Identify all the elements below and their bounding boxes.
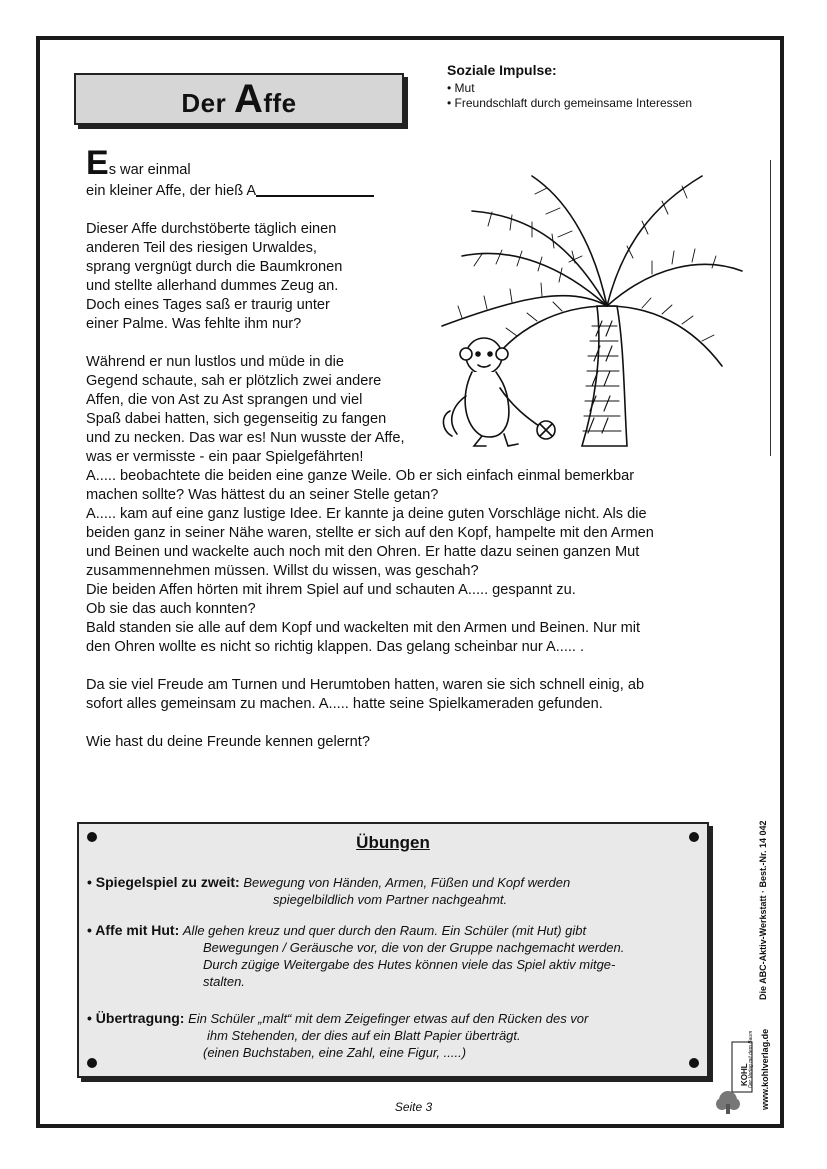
publisher-tagline: Der Verlag mit dem Baum (748, 1030, 754, 1088)
publisher-url: www.kohlverlag.de (760, 1028, 770, 1110)
story-line: machen sollte? Was hättest du an seiner Stelle getan? (86, 487, 439, 503)
palm-frond (607, 306, 722, 366)
palm-frond (532, 176, 607, 306)
social-impulses (447, 62, 747, 111)
story-line: anderen Teil des riesigen Urwaldes, (86, 240, 317, 256)
story-line: Affen, die von Ast zu Ast sprangen und viel (86, 392, 363, 408)
story-line: den Ohren wollte es nicht so richtig klappen. Das gelang scheinbar nur A..... . (86, 639, 585, 655)
story-line: einer Palme. Was fehlte ihm nur? (86, 316, 302, 332)
page-number: Seite 3 (394, 1100, 433, 1114)
story-line: Während er nun lustlos und müde in die (86, 354, 344, 370)
story-line: sprang vergnügt durch die Baumkronen (86, 259, 343, 275)
story-line: Doch eines Tages saß er traurig unter (86, 297, 330, 313)
story-line: und stellte allerhand dummes Zeug an. (86, 278, 339, 294)
palm-frond (472, 211, 607, 306)
exercise-item: • Übertragung: Ein Schüler „malt“ mit dem Zeigefinger etwas auf den Rücken des vor ihm Stehenden, der dies auf ein Blatt Papier überträgt. (einen Buchstaben, eine Zahl, eine Figur, .....) (87, 1010, 589, 1060)
exercise-item: • Spiegelspiel zu zweit: Bewegung von Händen, Armen, Füßen und Kopf werden spiegelbildlich vom Partner nachgeahmt. (87, 874, 571, 907)
story-line: Die beiden Affen hörten mit ihrem Spiel auf und schauten A..... gespannt zu. (86, 582, 576, 598)
story-line: Da sie viel Freude am Turnen und Herumtoben hatten, waren sie sich schnell einig, ab (86, 677, 645, 693)
publisher-logo (714, 1030, 754, 1116)
palm-trunk (582, 306, 627, 446)
impulse-item: • Mut (447, 81, 475, 95)
palm-frond (442, 296, 607, 326)
palm-frond (607, 176, 702, 306)
exercises-box (77, 822, 709, 1078)
palm-frond (607, 264, 742, 306)
series-label: Die ABC-Aktiv-Werkstatt · Best.-Nr. 14 042 (758, 820, 768, 1000)
story-line: was er vermisste - ein paar Spielgefährten! (86, 449, 364, 465)
story-line: Bald standen sie alle auf dem Kopf und wackelten mit den Armen und Beinen. Nur mit (86, 620, 641, 636)
impulses-heading: Soziale Impulse: (447, 62, 557, 78)
story-question: Wie hast du deine Freunde kennen gelernt? (86, 734, 370, 750)
exercises-heading: Übungen (356, 833, 430, 852)
story-opening: Es war einmal (86, 144, 191, 182)
publisher-name: KOHL (740, 1063, 749, 1086)
title-box (74, 73, 404, 125)
story-line: sofort alles gemeinsam zu machen. A..... hatte seine Spielkameraden gefunden. (86, 696, 603, 712)
story-line: A..... beobachtete die beiden eine ganze Weile. Ob er sich einfach einmal bemerkbar (86, 468, 635, 484)
story-line: Gegend schaute, sah er plötzlich zwei andere (86, 373, 382, 389)
story-name-line: ein kleiner Affe, der hieß A (86, 180, 751, 201)
story-line: A..... kam auf eine ganz lustige Idee. Er kannte ja deine guten Vorschläge nicht. Als die (86, 506, 647, 522)
vertical-rule (770, 160, 771, 456)
story-line: Dieser Affe durchstöberte täglich einen (86, 221, 337, 237)
exercise-item: • Affe mit Hut: Alle gehen kreuz und quer durch den Raum. Ein Schüler (mit Hut) gibt Bewegungen / Geräusche vor, die von der Gruppe nachgemacht werden. Durch zügige Weitergabe des Hutes können viele das Spiel aktiv mitge- stalten. (87, 922, 625, 989)
story-line: zusammennehmen müssen. Willst du wissen, was geschah? (86, 563, 479, 579)
name-blank-line (256, 180, 374, 197)
impulse-item: • Freundschlaft durch gemeinsame Interessen (447, 96, 692, 110)
palm-frond (482, 306, 607, 376)
monkey-figure (443, 338, 555, 446)
story-line: Ob sie das auch konnten? (86, 601, 256, 617)
palm-and-monkey-illustration (412, 156, 752, 456)
story-line: und Beinen und wackelte auch noch mit den Ohren. Er hatte dazu seinen ganzen Mut (86, 544, 640, 560)
page-title: Der Affe (181, 76, 297, 121)
story-line: Spaß dabei hatten, sich gegenseitig zu fangen (86, 411, 387, 427)
story-line: und zu necken. Das war es! Nun wusste der Affe, (86, 430, 405, 446)
story-line: beiden ganz in seiner Nähe waren, stellte er sich auf den Kopf, hampelte mit den Armen (86, 525, 654, 541)
story-paragraph (86, 676, 751, 714)
